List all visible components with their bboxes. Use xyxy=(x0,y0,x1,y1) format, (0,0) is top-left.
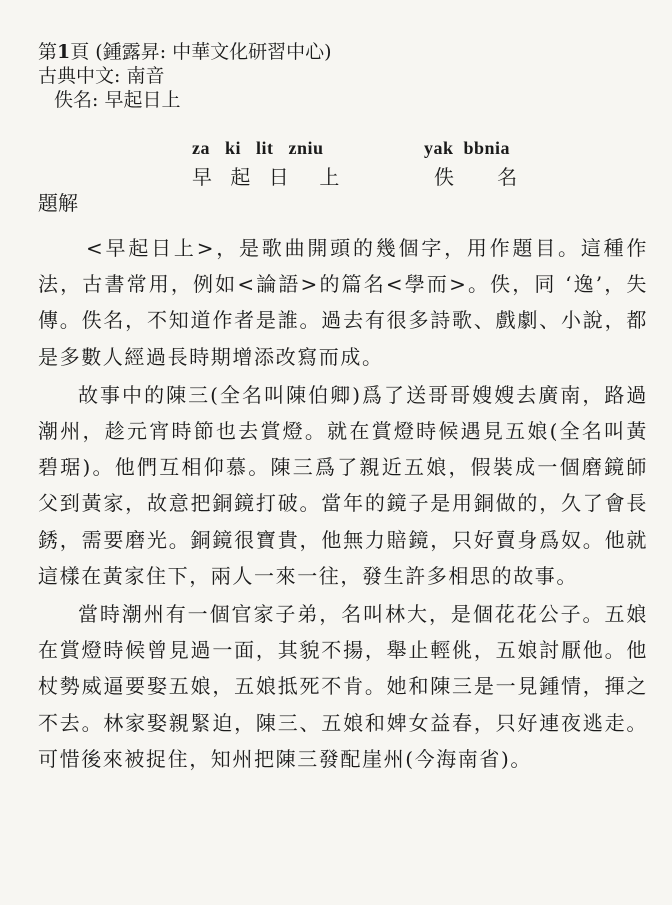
body-text xyxy=(38,230,648,779)
title-right xyxy=(424,138,523,190)
title-left-romanization: za ki lit zniu xyxy=(192,138,324,158)
title-right-chinese: 佚 名 xyxy=(434,165,524,189)
paragraph-3: 當時潮州有一個官家子弟，名叫林大，是個花花公子。五娘在賞燈時候曾見過一面，其貌不揚，舉止輕佻，五娘討厭他。他杖勢威逼要娶五娘，五娘抵死不肯。她和陳三是一見鍾情，揮之不去。林家娶親緊迫，陳三、五娘和婢女益春，只好連夜逃走。可惜後來被捉住，知州把陳三發配崖州(今海南省)。 xyxy=(38,602,648,771)
header-page-prefix: 第 xyxy=(38,41,58,63)
header-line-1 xyxy=(38,40,332,64)
title-right-romanization: yak bbnia xyxy=(424,138,511,158)
title-left xyxy=(192,138,345,190)
paragraph-1: <早起日上>，是歌曲開頭的幾個字，用作題目。這種作法，古書常用，例如<論語>的篇名<學而>。佚，同 ‘逸’，失傳。佚名，不知道作者是誰。過去有很多詩歌、戲劇、小說，都是多數人經過長時期增添改寫而成。 xyxy=(38,236,648,369)
header-line-2: 古典中文: 南音 xyxy=(38,65,165,87)
section-heading: 題解 xyxy=(38,191,78,215)
header-source: 頁 (鍾露昇: 中華文化研習中心) xyxy=(70,41,332,63)
header-line-3: 佚名: 早起日上 xyxy=(54,89,181,111)
paragraph-2: 故事中的陳三(全名叫陳伯卿)爲了送哥哥嫂嫂去廣南，路過潮州，趁元宵時節也去賞燈。就在賞燈時候遇見五娘(全名叫黃碧琚)。他們互相仰慕。陳三爲了親近五娘，假裝成一個磨鏡師父到黃家，故意把銅鏡打破。當年的鏡子是用銅做的，久了會長銹，需要磨光。銅鏡很寶貴，他無力賠鏡，只好賣身爲奴。他就這樣在黃家住下，兩人一來一往，發生許多相思的故事。 xyxy=(38,382,648,588)
title-left-chinese: 早 起 日 上 xyxy=(192,165,346,189)
header-page-number: 1 xyxy=(57,41,71,63)
